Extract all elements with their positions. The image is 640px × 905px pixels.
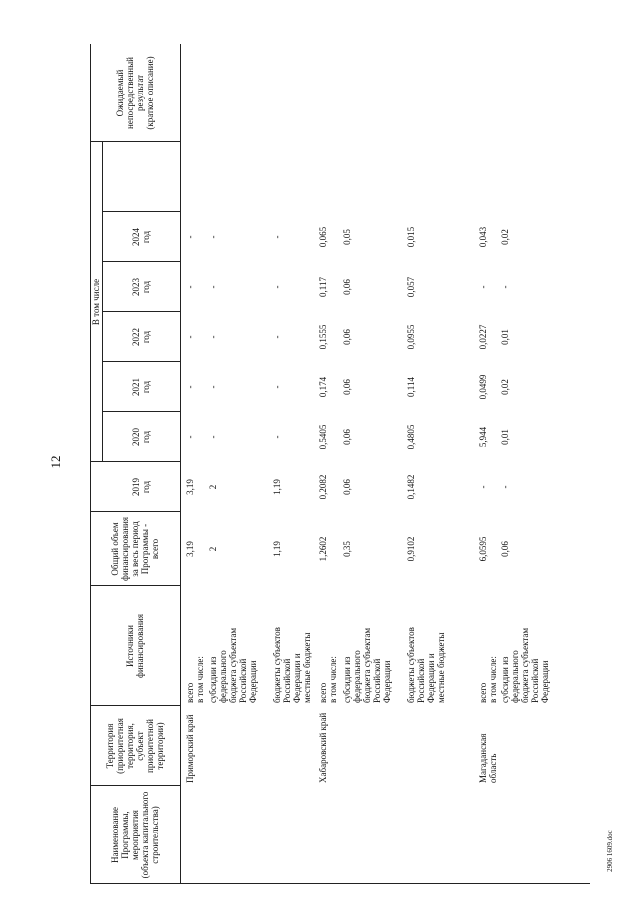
year-value: 3,19 xyxy=(185,479,195,495)
header-including: В том числе xyxy=(91,278,101,326)
territory-khabarovsk: Хабаровский край xyxy=(318,712,328,783)
year-value: 0,01 xyxy=(500,329,510,345)
header-year-2023: 2023 год xyxy=(131,278,151,296)
year-value: 0,06 xyxy=(342,279,352,295)
year-value: - xyxy=(500,285,510,289)
year-value: 0,015 xyxy=(406,226,416,248)
year-value: 0,1555 xyxy=(318,324,328,350)
total-value: 1,2602 xyxy=(318,536,328,562)
year-value: 2 xyxy=(208,484,218,490)
year-value: - xyxy=(272,385,282,389)
year-value: 0,0955 xyxy=(406,324,416,350)
year-value: - xyxy=(478,285,488,289)
header-territory: Территория (приоритетная территория, субъект приоритетной территории) xyxy=(105,718,165,774)
total-value: 0,06 xyxy=(500,541,510,557)
year-value: - xyxy=(185,285,195,289)
header-source: Источники финансирования xyxy=(125,614,145,678)
header-year-2024: 2024 год xyxy=(131,228,151,246)
header-name: Наименование Программы, мероприятия (объекта капитального строительства) xyxy=(110,791,160,879)
year-value: 0,174 xyxy=(318,376,328,398)
header-year-2019: 2019 год xyxy=(131,478,151,496)
year-value: 0,02 xyxy=(500,229,510,245)
year-value: - xyxy=(185,335,195,339)
source-label: бюджеты субъектов Российской Федерации и местные бюджеты xyxy=(272,627,312,703)
file-identifier: 2906 1609.doc xyxy=(606,830,614,872)
year-value: 5,944 xyxy=(478,426,488,448)
total-value: 0,9102 xyxy=(406,536,416,562)
total-value: 6,0595 xyxy=(478,536,488,562)
year-value: - xyxy=(208,435,218,439)
year-value: 0,4805 xyxy=(406,424,416,450)
territory-primorsky: Приморский край xyxy=(185,714,195,783)
source-label: бюджеты субъектов Российской Федерации и местные бюджеты xyxy=(406,627,446,703)
financing-table xyxy=(90,44,590,884)
total-value: 1,19 xyxy=(272,541,282,557)
year-value: - xyxy=(272,435,282,439)
year-value: 0,117 xyxy=(318,277,328,297)
header-year-2022: 2022 год xyxy=(131,328,151,346)
source-label: всего в том числе: xyxy=(185,656,205,703)
year-value: - xyxy=(208,285,218,289)
year-value: - xyxy=(272,285,282,289)
year-value: 0,0227 xyxy=(478,324,488,350)
territory-magadan: Магаданская область xyxy=(478,733,498,783)
year-value: 0,06 xyxy=(342,329,352,345)
year-value: 0,0499 xyxy=(478,374,488,400)
total-value: 3,19 xyxy=(185,541,195,557)
year-value: 0,057 xyxy=(406,276,416,298)
year-value: 0,043 xyxy=(478,226,488,248)
year-value: 0,5405 xyxy=(318,424,328,450)
total-value: 2 xyxy=(208,546,218,552)
source-label: субсидии из федерального бюджета субъектам Российской Федерации xyxy=(500,627,550,703)
year-value: - xyxy=(272,335,282,339)
year-value: - xyxy=(208,385,218,389)
year-value: - xyxy=(185,235,195,239)
year-value: 0,065 xyxy=(318,226,328,248)
year-value: 0,01 xyxy=(500,429,510,445)
header-year-2021: 2021 год xyxy=(131,378,151,396)
year-value: - xyxy=(208,235,218,239)
source-label: всего в том числе: xyxy=(318,656,338,703)
header-total: Общий объем финансирования за весь период Программы - всего xyxy=(110,517,160,581)
year-value: - xyxy=(185,435,195,439)
total-value: 0,35 xyxy=(342,541,352,557)
source-label: всего в том числе: xyxy=(478,656,498,703)
year-value: 0,06 xyxy=(342,379,352,395)
page-number: 12 xyxy=(48,455,63,469)
year-value: 1,19 xyxy=(272,479,282,495)
year-value: 0,06 xyxy=(342,429,352,445)
year-value: - xyxy=(208,335,218,339)
year-value: 0,1482 xyxy=(406,474,416,500)
year-value: 0,05 xyxy=(342,229,352,245)
source-label: субсидии из федерального бюджета субъектам Российской Федерации xyxy=(342,627,392,703)
year-value: 0,06 xyxy=(342,479,352,495)
year-value: 0,02 xyxy=(500,379,510,395)
header-result: Ожидаемый непосредственный результат (краткое описание) xyxy=(115,56,155,130)
header-bottom-border xyxy=(180,44,181,884)
year-value: - xyxy=(185,385,195,389)
year-value: 0,2082 xyxy=(318,474,328,500)
header-year-2020: 2020 год xyxy=(131,428,151,446)
year-value: 0,114 xyxy=(406,377,416,397)
year-value: - xyxy=(500,485,510,489)
year-value: - xyxy=(272,235,282,239)
year-value: - xyxy=(478,485,488,489)
source-label: субсидии из федерального бюджета субъектам Российской Федерации xyxy=(208,627,258,703)
